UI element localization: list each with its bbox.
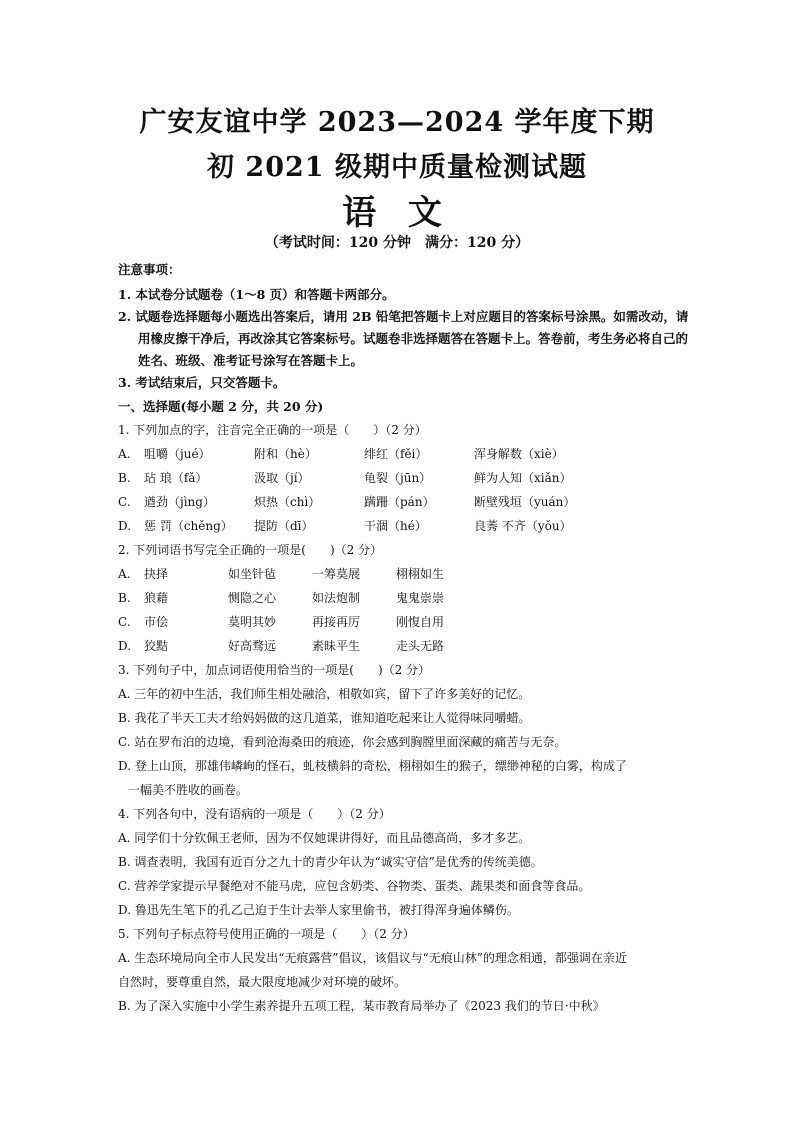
exam-subject: 语 文 xyxy=(342,193,452,233)
option-item: 恻隐之心 xyxy=(228,591,277,605)
question-5-stem: 5. 下列句子标点符号使用正确的一项是（ ）（2 分） xyxy=(118,927,415,941)
option-letter: C. xyxy=(118,495,131,509)
question-5-option-a-cont: 自然时，要尊重自然，最大限度地减少对环境的破坏。 xyxy=(118,975,407,989)
option-letter: A. xyxy=(118,567,131,581)
option-item: 鬼鬼崇崇 xyxy=(396,591,445,605)
question-1-option-c xyxy=(118,490,690,514)
option-item: 市侩 xyxy=(144,615,169,629)
option-item: 狡黠 xyxy=(144,639,169,653)
question-2-option-c xyxy=(118,610,690,634)
question-4-option-a: A. 同学们十分钦佩王老师，因为不仅她课讲得好，而且品德高尚，多才多艺。 xyxy=(118,831,531,845)
question-1-option-a xyxy=(118,442,690,466)
option-item: 鲜为人知（xiǎn） xyxy=(474,471,572,485)
note-item: 1. 本试卷分试题卷（1～8 页）和答题卡两部分。 xyxy=(118,287,395,302)
option-item: 良莠 不齐（yǒu） xyxy=(474,519,572,533)
option-item: 浑身解数（xiè） xyxy=(474,447,564,461)
question-3-option-b: B. 我花了半天工夫才给妈妈做的这几道菜，谁知道吃起来让人觉得味同嚼蜡。 xyxy=(118,711,531,725)
question-4-option-c: C. 营养学家提示早餐绝对不能马虎，应包含奶类、谷物类、蛋类、蔬果类和面食等食品。 xyxy=(118,879,591,893)
option-item: 提防（dī） xyxy=(254,519,314,533)
exam-title-school: 广安友谊中学 2023—2024 学年度下期 xyxy=(139,107,655,138)
option-item: 一筹莫展 xyxy=(312,567,361,581)
option-item: 如坐针毡 xyxy=(228,567,277,581)
option-item: 走头无路 xyxy=(396,639,445,653)
option-item: 栩栩如生 xyxy=(396,567,445,581)
option-item: 再接再厉 xyxy=(312,615,361,629)
option-letter: D. xyxy=(118,639,132,653)
option-item: 遒劲（jìng） xyxy=(144,495,215,509)
option-item: 炽热（chì） xyxy=(254,495,321,509)
question-5-option-a: A. 生态环境局向全市人民发出“无痕露营”倡议，该倡议与“无痕山林”的理念相通，都强调在亲近 xyxy=(118,951,627,965)
question-3-option-c: C. 站在罗布泊的边境，看到沧海桑田的痕迹，你会感到胸膛里面深藏的痛苦与无奈。 xyxy=(118,735,567,749)
question-4-option-d: D. 鲁迅先生笔下的孔乙己迫于生计去举人家里偷书，被打得浑身遍体鳞伤。 xyxy=(118,903,519,917)
option-letter: D. xyxy=(118,519,132,533)
question-1-option-b xyxy=(118,466,690,490)
option-item: 附和（hè） xyxy=(254,447,317,461)
option-item: 刚愎自用 xyxy=(396,615,445,629)
question-2-option-b xyxy=(118,586,690,610)
option-item: 龟裂（jūn） xyxy=(364,471,432,485)
exam-meta: （考试时间：120 分钟 满分：120 分） xyxy=(264,235,530,251)
option-item: 抉择 xyxy=(144,567,169,581)
option-item: 狼藉 xyxy=(144,591,169,605)
option-item: 干涸（hé） xyxy=(364,519,427,533)
option-item: 玷 琅（fǎ） xyxy=(144,471,208,485)
exam-content xyxy=(118,260,690,1018)
exam-title-grade: 初 2021 级期中质量检测试题 xyxy=(207,152,587,183)
option-item: 蹒跚（pán） xyxy=(364,495,435,509)
section-heading: 一、选择题(每小题 2 分，共 20 分) xyxy=(118,399,324,414)
notes-heading: 注意事项： xyxy=(118,262,181,277)
option-item: 咀嚼（jué） xyxy=(144,447,211,461)
option-item: 惩 罚（chěng） xyxy=(144,519,233,533)
note-item: 2. 试题卷选择题每小题选出答案后，请用 2B 铅笔把答题卡上对应题目的答案标号涂黑。如需改动，请用橡皮擦干净后，再改涂其它答案标号。试题卷非选择题答在答题卡上。答卷前，考生务必将自己的姓名、班级、准考证号涂写在答题卡上。 xyxy=(118,309,689,368)
question-2-option-a xyxy=(118,562,690,586)
option-item: 莫明其妙 xyxy=(228,615,277,629)
option-item: 绯红（fěi） xyxy=(364,447,428,461)
question-3-stem: 3. 下列句子中，加点词语使用恰当的一项是( )（2 分） xyxy=(118,663,431,677)
option-item: 汲取（jí） xyxy=(254,471,310,485)
question-3-option-d: D. 登上山顶，那雄伟嶙峋的怪石，虬枝横斜的奇松，栩栩如生的猴子，缥缈神秘的白雾，构成了 xyxy=(118,759,627,773)
option-item: 如法炮制 xyxy=(312,591,361,605)
option-letter: A. xyxy=(118,447,131,461)
option-item: 好高骛远 xyxy=(228,639,277,653)
option-item: 断壁残垣（yuán） xyxy=(474,495,576,509)
note-item: 3. 考试结束后，只交答题卡。 xyxy=(118,375,286,390)
option-letter: B. xyxy=(118,591,131,605)
question-1-stem: 1. 下列加点的字，注音完全正确的一项是（ ）（2 分） xyxy=(118,423,427,437)
question-1-option-d xyxy=(118,514,690,538)
question-4-option-b: B. 调查表明，我国有近百分之九十的青少年认为“诚实守信”是优秀的传统美德。 xyxy=(118,855,543,869)
option-letter: B. xyxy=(118,471,131,485)
question-2-option-d xyxy=(118,634,690,658)
question-3-option-d-cont: 一幅美不胜收的画卷。 xyxy=(128,783,249,797)
question-3-option-a: A. 三年的初中生活，我们师生相处融洽，相敬如宾，留下了许多美好的记忆。 xyxy=(118,687,531,701)
question-5-option-b: B. 为了深入实施中小学生素养提升五项工程，某市教育局举办了《2023 我们的节日·中秋》 xyxy=(118,999,605,1013)
option-letter: C. xyxy=(118,615,131,629)
question-4-stem: 4. 下列各句中，没有语病的一项是（ ）（2 分） xyxy=(118,807,391,821)
question-2-stem: 2. 下列词语书写完全正确的一项是( )（2 分） xyxy=(118,543,383,557)
option-item: 素昧平生 xyxy=(312,639,361,653)
